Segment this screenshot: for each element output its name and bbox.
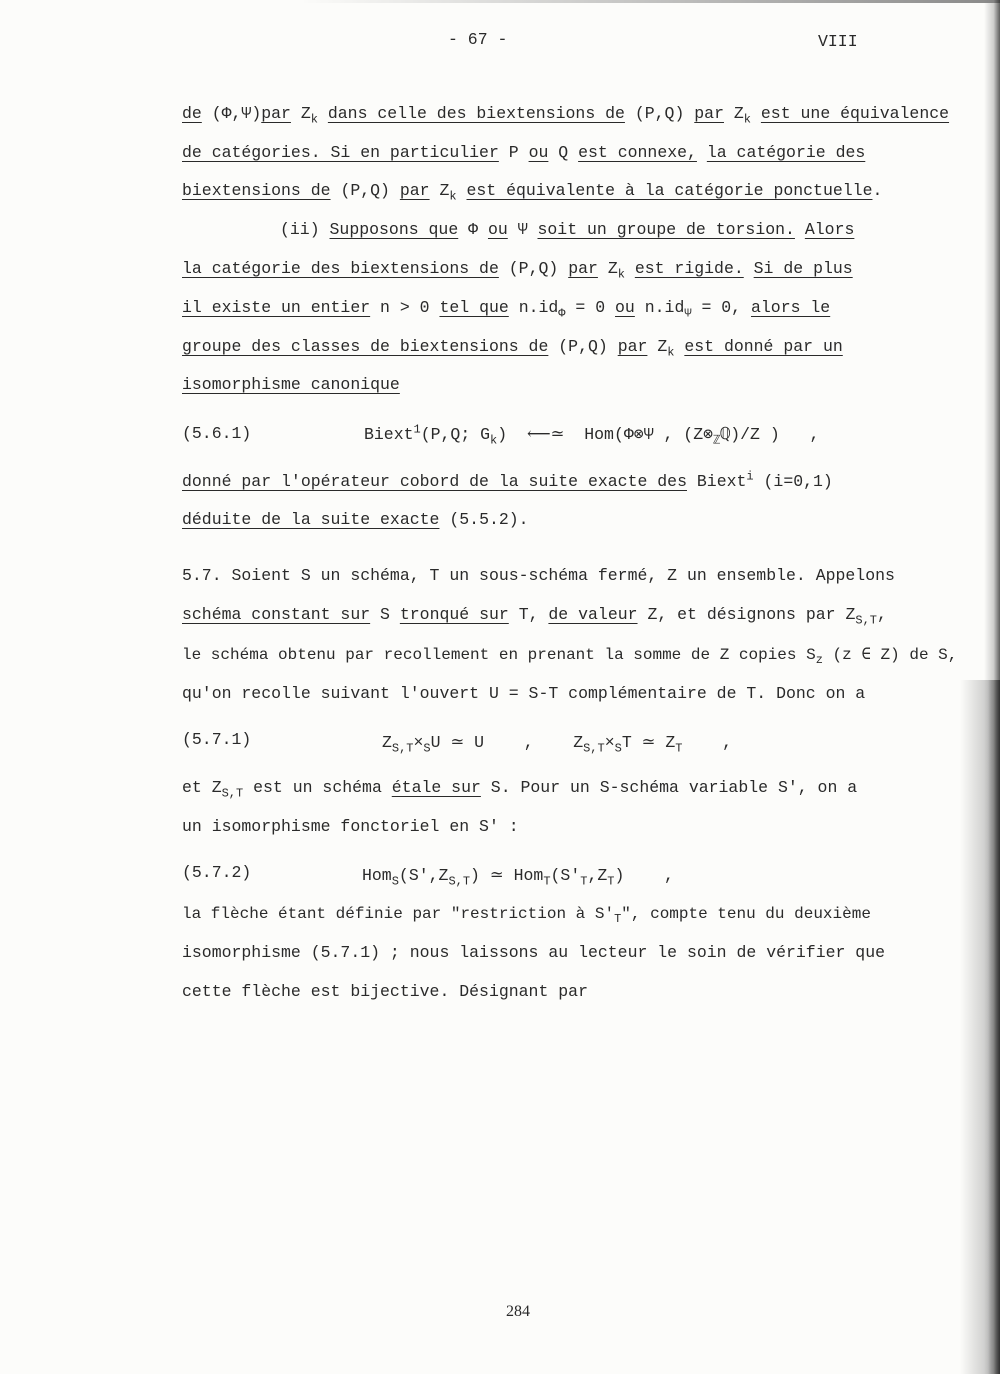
para1-line1: de (Φ,Ψ)par $Z_k$ dans celle des biextensions de (P,Q) par $Z_k$ est une équivalence	[182, 104, 950, 127]
para1-line2: de catégories. Si en particulier P ou Q est connexe, la catégorie des	[182, 143, 866, 162]
para2-line1: (ii) Supposons que Φ ou Ψ soit un groupe de torsion. Alors	[280, 220, 855, 239]
para6-line3: cette flèche est bijective. Désignant par	[182, 982, 588, 1001]
para3-line2: déduite de la suite exacte (5.5.2).	[182, 510, 529, 529]
eq-5-7-2-number: (5.7.2)	[182, 863, 252, 882]
page-number: 284	[506, 1303, 530, 1320]
para2-line2: la catégorie des biextensions de (P,Q) par $Z_k$ est rigide. Si de plus	[182, 259, 853, 282]
para2-line4: groupe des classes de biextensions de (P,Q) par $Z_k$ est donné par un	[182, 337, 843, 360]
page-label: - 67 -	[448, 30, 508, 49]
para1-line3: biextensions de (P,Q) par $Z_k$ est équivalente à la catégorie ponctuelle.	[182, 181, 883, 204]
para4-line1: 5.7. Soient S un schéma, T un sous-schéma fermé, Z un ensemble. Appelons	[182, 566, 895, 585]
eq-5-6-1-number: (5.6.1)	[182, 424, 252, 443]
para6-line1: la flèche étant définie par "restriction à $S'_T$", compte tenu du deuxième	[182, 905, 871, 927]
para4-line3: le schéma obtenu par recollement en prenant la somme de Z copies $S_z$ (z ∈ Z) de S,	[182, 646, 958, 668]
eq-5-7-1-number: (5.7.1)	[182, 730, 252, 749]
eq-5-7-1: $Z_{S,T}\times_SU$ ≃ U , $Z_{S,T}\times_ST$ ≃ $Z_T$ ,	[382, 732, 732, 756]
scan-edge-right	[984, 0, 1000, 1374]
para4-line4: qu'on recolle suivant l'ouvert U = S-T complémentaire de T. Donc on a	[182, 684, 866, 703]
para6-line2: isomorphisme (5.7.1) ; nous laissons au lecteur le soin de vérifier que	[182, 943, 886, 962]
para3-line1: donné par l'opérateur cobord de la suite exacte des Biext$^i$ (i=0,1)	[182, 469, 833, 491]
para2-line3: il existe un entier n > 0 tel que $n.id_\Phi = 0$ ou $n.id_\Psi = 0$, alors le	[182, 298, 831, 321]
chapter-label: VIII	[818, 32, 858, 51]
para5-line1: et $Z_{S,T}$ est un schéma étale sur S. Pour un S-schéma variable S', on a	[182, 778, 858, 801]
scan-edge-top	[300, 0, 1000, 3]
para2-line5: isomorphisme canonique	[182, 375, 400, 394]
eq-5-7-2: $Hom_S(S',Z_{S,T})$ ≃ $Hom_T(S'_T,Z_T)$ ,	[362, 865, 674, 889]
para5-line2: un isomorphisme fonctoriel en S' :	[182, 817, 519, 836]
para4-line2: schéma constant sur S tronqué sur T, de valeur Z, et désignons par $Z_{S,T}$,	[182, 605, 887, 628]
eq-5-6-1: Biext$^1$(P,Q; $G_k$) ⟵≃ Hom(Φ⊗Ψ , $(Z\otimes_ℤℚ)/Z$ ) ,	[364, 422, 820, 448]
